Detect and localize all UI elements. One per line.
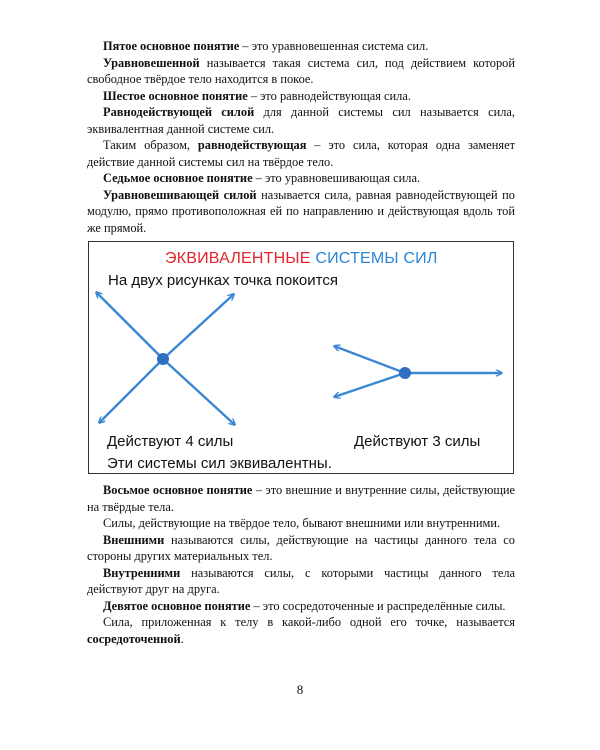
paragraph: Таким образом, равнодействующая – это сила, которая одна заменяет действие данной системы сил на твёрдое тело. (87, 138, 515, 169)
point-of-application (399, 367, 411, 379)
paragraph: Внешними называются силы, действующие на частицы данного тела со стороны других материальных тел. (87, 532, 515, 563)
force-arrow (334, 373, 405, 397)
paragraph: Восьмое основное понятие – это внешние и внутренние силы, действующие на твёрдые тела. (87, 483, 515, 514)
paragraph: Уравновешивающей силой называется сила, равная равнодействующей по модулю, прямо противоположная ей по направлению и действующая вдоль той же прямой. (87, 187, 515, 235)
figure-subtitle: На двух рисунках точка покоится (108, 272, 338, 289)
paragraph: Уравновешенной называется такая система сил, под действием которой свободное твёрдое тело находится в покое. (87, 55, 515, 86)
bottom-caption: Эти системы сил эквивалентны. (107, 455, 332, 472)
text-block-top (87, 38, 515, 236)
paragraph: Пятое основное понятие – это уравновешенная система сил. (103, 39, 429, 53)
paragraph: Шестое основное понятие – это равнодействующая сила. (103, 88, 411, 103)
force-arrow (99, 359, 163, 423)
force-arrow (334, 346, 405, 373)
paragraph: Силы, действующие на твёрдое тело, бывают внешними или внутренними. (103, 516, 501, 530)
paragraph: Седьмое основное понятие – это уравновешивающая сила. (103, 171, 421, 185)
force-arrow (163, 294, 234, 359)
right-caption: Действуют 3 силы (354, 433, 481, 450)
force-arrow (163, 359, 235, 425)
page-number: 8 (296, 682, 304, 697)
force-arrow (96, 292, 163, 359)
figure-title: ЭКВИВАЛЕНТНЫЕ СИСТЕМЫ СИЛ (165, 250, 438, 267)
paragraph: Девятое основное понятие – это сосредоточенные и распределённые силы. (103, 598, 506, 613)
text-block-bottom (87, 482, 515, 647)
equivalent-forces-figure (88, 241, 514, 474)
paragraph: Внутренними называются силы, с которыми частицы данного тела действуют друг на друга. (87, 565, 515, 596)
paragraph: Сила, приложенная к телу в какой-либо одной его точке, называется сосредоточенной. (87, 615, 515, 646)
paragraph: Равнодействующей силой для данной системы сил называется сила, эквивалентная данной системе сил. (87, 105, 515, 136)
point-of-application (157, 353, 169, 365)
left-caption: Действуют 4 силы (107, 433, 234, 450)
